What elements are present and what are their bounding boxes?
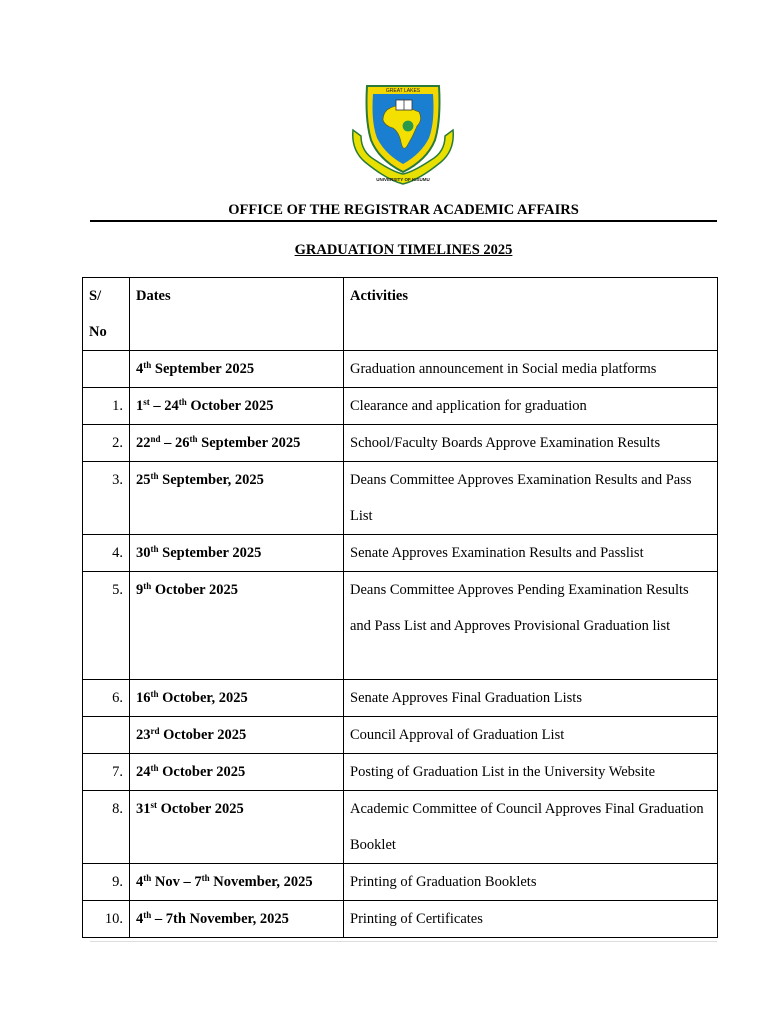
table-row: [83, 535, 718, 572]
document-title-text: GRADUATION TIMELINES 2025: [294, 242, 513, 258]
table-row: [83, 351, 718, 388]
table-row: [83, 680, 718, 717]
row-sn: 10.: [83, 901, 130, 938]
row-sn: 6.: [83, 680, 130, 717]
table-row: [83, 462, 718, 535]
document-title: [90, 242, 717, 259]
row-date: 31st October 2025: [130, 791, 344, 864]
row-date: 24th October 2025: [130, 754, 344, 791]
row-activity: Posting of Graduation List in the University Website: [344, 754, 718, 791]
table-row: [83, 572, 718, 680]
table-row: [83, 425, 718, 462]
row-sn: 9.: [83, 864, 130, 901]
row-date: 4th – 7th November, 2025: [130, 901, 344, 938]
row-date: 22nd – 26th September 2025: [130, 425, 344, 462]
table-row: [83, 901, 718, 938]
table-row: [83, 717, 718, 754]
header-dates: Dates: [130, 278, 344, 351]
row-activity: Deans Committee Approves Pending Examination Results and Pass List and Approves Provisional Graduation list: [344, 572, 718, 680]
row-activity: Printing of Certificates: [344, 901, 718, 938]
row-date: 16th October, 2025: [130, 680, 344, 717]
row-activity: Printing of Graduation Booklets: [344, 864, 718, 901]
row-date: 30th September 2025: [130, 535, 344, 572]
page-bottom-divider: [90, 941, 717, 942]
row-activity: Senate Approves Examination Results and Passlist: [344, 535, 718, 572]
row-sn: 5.: [83, 572, 130, 680]
row-date: 4th Nov – 7th November, 2025: [130, 864, 344, 901]
timelines-table: [82, 277, 718, 938]
header-activities: Activities: [344, 278, 718, 351]
row-date: 1st – 24th October 2025: [130, 388, 344, 425]
office-heading: OFFICE OF THE REGISTRAR ACADEMIC AFFAIRS: [228, 202, 579, 218]
row-date: 9th October 2025: [130, 572, 344, 680]
table-body: [83, 351, 718, 938]
row-sn: 2.: [83, 425, 130, 462]
row-activity: Graduation announcement in Social media platforms: [344, 351, 718, 388]
table-row: [83, 864, 718, 901]
row-date: 4th September 2025: [130, 351, 344, 388]
row-activity: Senate Approves Final Graduation Lists: [344, 680, 718, 717]
heading-divider: [90, 220, 717, 222]
row-sn: 4.: [83, 535, 130, 572]
row-sn: [83, 351, 130, 388]
row-sn: 3.: [83, 462, 130, 535]
row-sn: 1.: [83, 388, 130, 425]
logo-top-text: GREAT LAKES: [385, 88, 421, 94]
row-activity: Clearance and application for graduation: [344, 388, 718, 425]
row-date: 23rd October 2025: [130, 717, 344, 754]
row-sn: [83, 717, 130, 754]
row-activity: Deans Committee Approves Examination Results and Pass List: [344, 462, 718, 535]
table-header-row: [83, 278, 718, 351]
row-activity: School/Faculty Boards Approve Examination Results: [344, 425, 718, 462]
row-sn: 7.: [83, 754, 130, 791]
university-logo: [347, 80, 459, 186]
table-row: [83, 388, 718, 425]
header-sn: S/ No: [83, 278, 130, 351]
table-row: [83, 791, 718, 864]
row-sn: 8.: [83, 791, 130, 864]
table-row: [83, 754, 718, 791]
row-activity: Council Approval of Graduation List: [344, 717, 718, 754]
row-activity: Academic Committee of Council Approves Final Graduation Booklet: [344, 791, 718, 864]
logo-bottom-text: UNIVERSITY OF KISUMU: [376, 177, 430, 182]
row-date: 25th September, 2025: [130, 462, 344, 535]
